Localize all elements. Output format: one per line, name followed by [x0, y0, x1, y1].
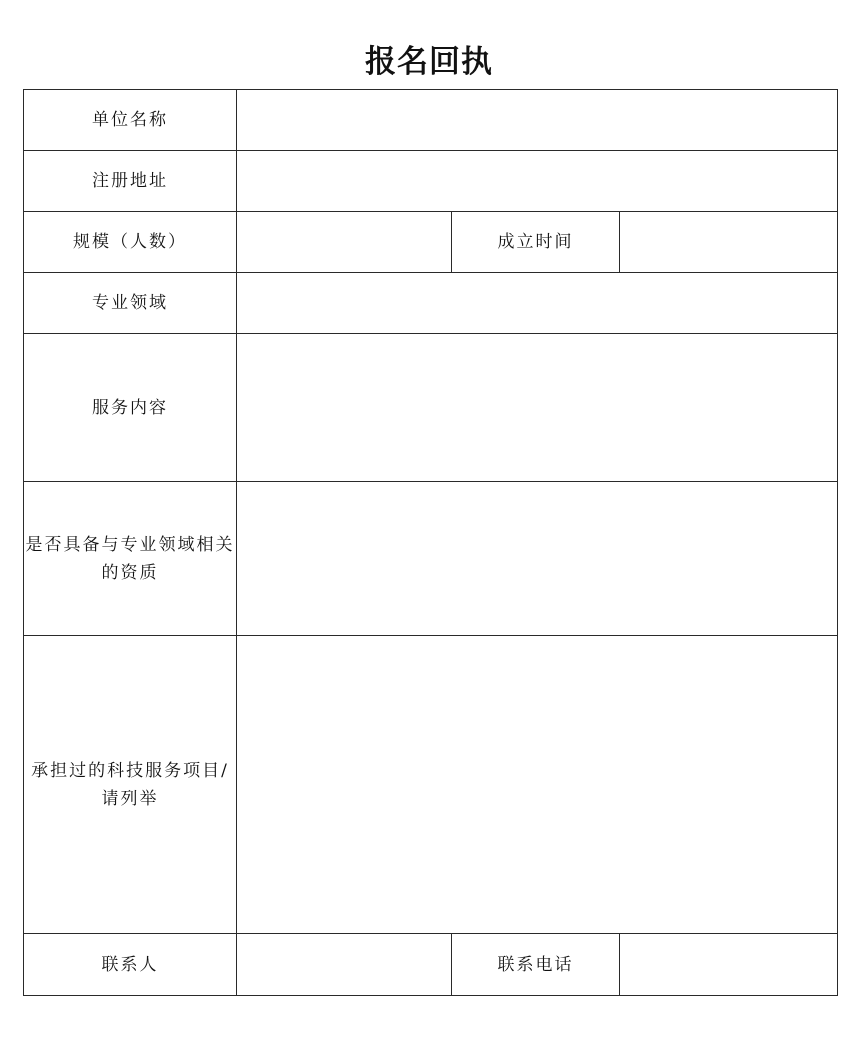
row-service-content — [24, 334, 838, 482]
row-professional-field — [24, 273, 838, 334]
service-content-label: 服务内容 — [24, 334, 237, 482]
qualification-label: 是否具备与专业领域相关的资质 — [24, 482, 237, 636]
qualification-field[interactable] — [237, 482, 838, 636]
projects-field[interactable] — [237, 636, 838, 934]
contact-person-field[interactable] — [237, 934, 452, 996]
professional-field-field[interactable] — [237, 273, 838, 334]
founded-time-field[interactable] — [620, 212, 838, 273]
page-title: 报名回执 — [365, 44, 493, 80]
scale-input[interactable] — [237, 232, 451, 252]
registered-address-label: 注册地址 — [24, 151, 237, 212]
projects-label: 承担过的科技服务项目/请列举 — [24, 636, 237, 934]
professional-field-label: 专业领域 — [24, 273, 237, 334]
projects-input[interactable] — [237, 775, 837, 795]
founded-time-input[interactable] — [620, 232, 837, 252]
registered-address-input[interactable] — [237, 171, 837, 191]
founded-time-label: 成立时间 — [452, 212, 620, 273]
row-scale-founded — [24, 212, 838, 273]
row-qualification — [24, 482, 838, 636]
row-contact — [24, 934, 838, 996]
service-content-input[interactable] — [237, 398, 837, 418]
professional-field-input[interactable] — [237, 293, 837, 313]
registered-address-field[interactable] — [237, 151, 838, 212]
row-projects — [24, 636, 838, 934]
unit-name-field[interactable] — [237, 90, 838, 151]
contact-person-input[interactable] — [237, 955, 451, 975]
scale-label: 规模（人数） — [24, 212, 237, 273]
row-registered-address — [24, 151, 838, 212]
service-content-field[interactable] — [237, 334, 838, 482]
scale-field[interactable] — [237, 212, 452, 273]
qualification-input[interactable] — [237, 549, 837, 569]
row-unit-name — [24, 90, 838, 151]
unit-name-label: 单位名称 — [24, 90, 237, 151]
contact-phone-field[interactable] — [620, 934, 838, 996]
contact-person-label: 联系人 — [24, 934, 237, 996]
registration-form-table — [23, 89, 838, 996]
contact-phone-input[interactable] — [620, 955, 837, 975]
unit-name-input[interactable] — [237, 110, 837, 130]
contact-phone-label: 联系电话 — [452, 934, 620, 996]
